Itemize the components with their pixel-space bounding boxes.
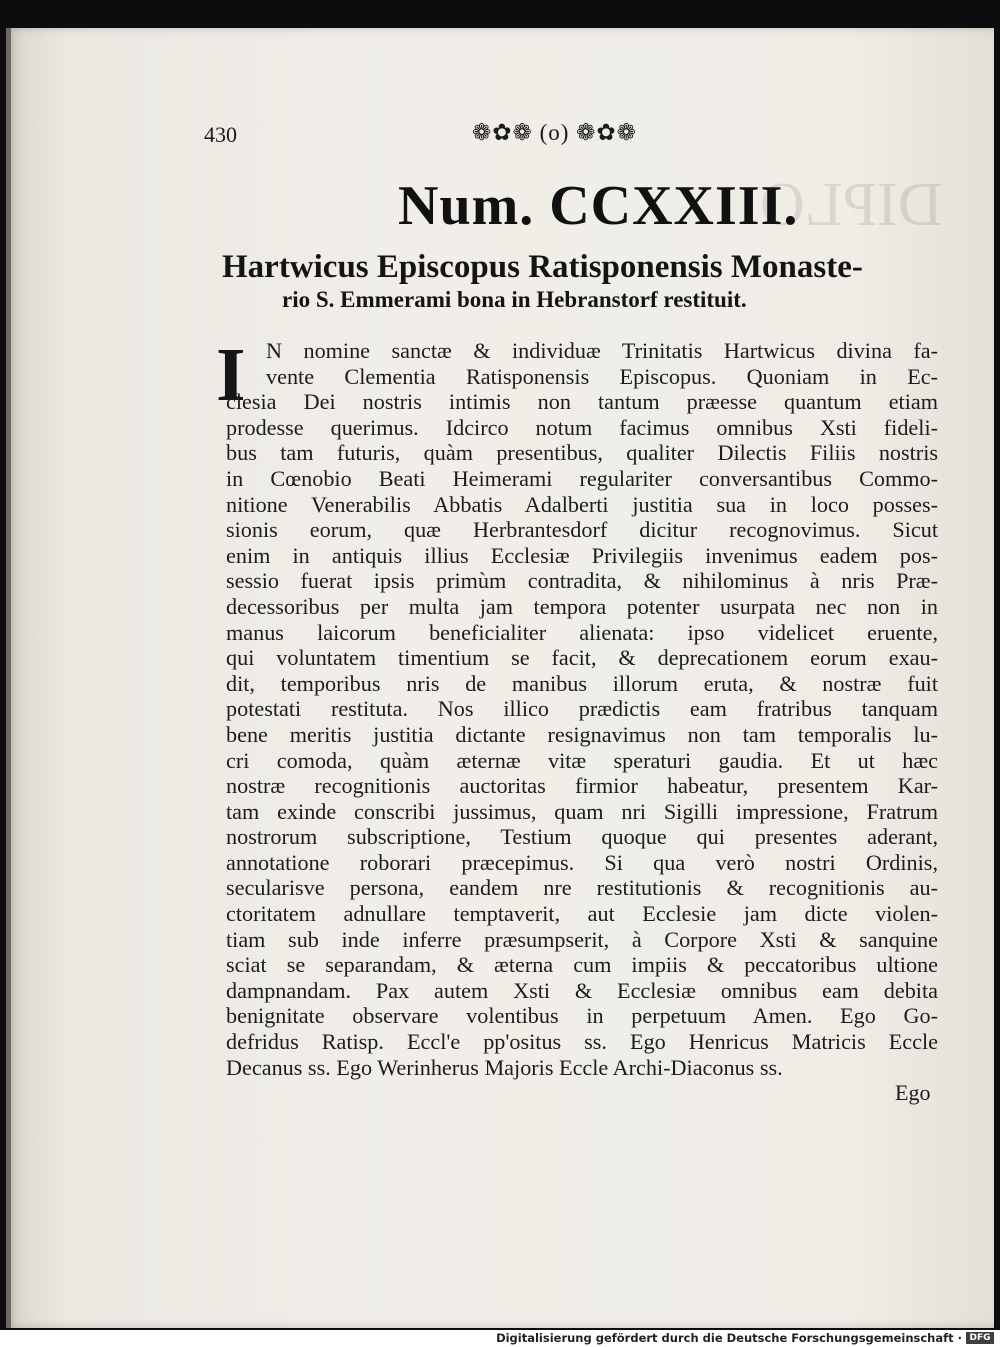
text-line: N nomine sanctæ & individuæ Trinitatis Hartwicus divina fa- xyxy=(266,338,938,363)
text-line: qui voluntatem timentium se facit, & deprecationem eorum exau- xyxy=(226,645,938,671)
text-line: in Cœnobio Beati Heimerami regulariter conversantibus Commo- xyxy=(226,465,938,491)
text-line: benignitate observare volentibus in perpetuum Amen. Ego Go- xyxy=(226,1003,938,1029)
text-line: sciat se separandam, & æterna cum impiis & peccatoribus ultione xyxy=(226,952,938,978)
text-line: bus tam futuris, quàm presentibus, qualiter Dilectis Filiis nostris xyxy=(226,440,938,466)
document-number-title: Num. CCXXIII. xyxy=(398,175,799,237)
text-line: manus laicorum beneficialiter alienata: ipso videlicet eruente, xyxy=(226,619,938,645)
text-line: bene meritis justitia dictante resignavimus non tam temporalis lu- xyxy=(226,721,938,747)
digitization-footer xyxy=(0,1330,1000,1347)
text-line: nitione Venerabilis Abbatis Adalberti justitia sua in loco posses- xyxy=(226,491,938,517)
text-line: nostrorum subscriptione, Testium quoque qui presentes aderant, xyxy=(226,824,938,850)
text-line: vente Clementia Ratisponensis Episcopus. Quoniam in Ec- xyxy=(266,363,938,389)
text-line: ctoritatem adnullare temptaverit, aut Ecclesie jam dicte violen- xyxy=(226,901,938,927)
charter-text xyxy=(226,338,938,1080)
funding-credit: Digitalisierung gefördert durch die Deutsche Forschungsgemeinschaft · xyxy=(496,1331,962,1345)
text-line: Decanus ss. Ego Werinherus Majoris Eccle Archi-Diaconus ss. xyxy=(226,1054,783,1080)
document-subtitle xyxy=(222,248,934,314)
text-line: defridus Ratisp. Eccl'e pp'ositus ss. Ego Henricus Matricis Eccle xyxy=(226,1029,938,1055)
text-line: dampnandam. Pax autem Xsti & Ecclesiæ omnibus eam debita xyxy=(226,977,938,1003)
text-line: dit, temporibus nris de manibus illorum eruta, & nostræ fuit xyxy=(226,670,938,696)
text-line: potestati restituta. Nos illico prædictis eam fratribus tanquam xyxy=(226,696,938,722)
running-header xyxy=(204,120,674,150)
text-line: enim in antiquis illius Ecclesiæ Privilegiis invenimus eadem pos- xyxy=(226,542,938,568)
text-line: clesia Dei nostris intimis non tantum præesse quantum etiam xyxy=(226,389,938,415)
text-line: cri comoda, quàm æternæ vitæ speraturi gaudia. Et ut hæc xyxy=(226,747,938,773)
text-line: secularisve persona, eandem nre restitutionis & recognitionis au- xyxy=(226,875,938,901)
text-line: sionis eorum, quæ Herbrantesdorf dicitur recognovimus. Sicut xyxy=(226,517,938,543)
text-line: annotatione roborari præcepimus. Si qua verò nostri Ordinis, xyxy=(226,849,938,875)
text-line: decessoribus per multa jam tempora potenter usurpata nec non in xyxy=(226,593,938,619)
drop-cap: I xyxy=(216,333,246,417)
dfg-logo: DFG xyxy=(966,1332,994,1344)
page-gutter-edge xyxy=(6,28,11,1328)
page-number: 430 xyxy=(204,122,237,147)
text-line: prodesse querimus. Idcirco notum facimus omnibus Xsti fideli- xyxy=(226,414,938,440)
subtitle-line-1: Hartwicus Episcopus Ratisponensis Monaste- xyxy=(222,249,863,285)
header-ornament: ❁✿❁ (o) ❁✿❁ xyxy=(472,120,637,145)
subtitle-line-2: rio S. Emmerami bona in Hebranstorf restituit. xyxy=(282,287,747,312)
catchword: Ego xyxy=(895,1080,931,1105)
show-through-text: DIPLO xyxy=(760,171,943,239)
text-line: nostræ recognitionis auctoritas firmior habeatur, presentem Kar- xyxy=(226,773,938,799)
text-line: sessio fuerat ipsis primùm contradita, & nihilominus à nris Præ- xyxy=(226,568,938,594)
text-line: tam exinde conscribi jussimus, quam nri Sigilli impressione, Fratrum xyxy=(226,798,938,824)
text-line: tiam sub inde inferre præsumpserit, à Corpore Xsti & sanquine xyxy=(226,926,938,952)
